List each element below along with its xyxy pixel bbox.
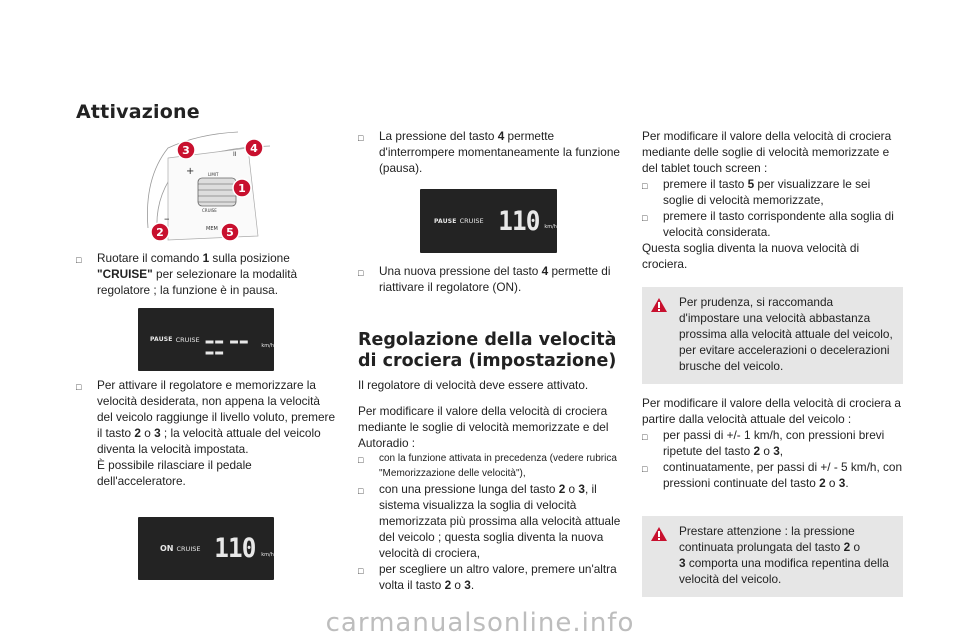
minus-mark: – [164, 212, 170, 225]
stalk-drawing [138, 128, 270, 246]
col2-body: Il regolatore di velocità deve essere attivato. Per modificare il valore della velocità di crociera mediante le soglie di velocità memorizzate e del Autoradio : □ con la funzione attivata in precedenza (vedere rubrica "Memorizzazione delle velocità"), □ con una pressione lunga del tasto 2 o 3, il sistema visualizza la soglia di velocità memorizzata più prossima alla velocità attuale del veicolo ; questa soglia diventa la nuova velocità di crociera, □ per scegliere un altro valore, premere un'altra volta il tasto 2 o 3. [358, 377, 626, 593]
badge-5 [221, 223, 239, 241]
svg-text:3: 3 [182, 144, 190, 157]
svg-text:4: 4 [250, 142, 258, 155]
bullet-mark: □ [76, 255, 82, 265]
svg-text:1: 1 [238, 182, 246, 195]
cruise-stalk-illustration [138, 128, 270, 246]
badge-1 [233, 179, 251, 197]
autoradio-paragraph: Per modificare il valore della velocità di crociera mediante le soglie di velocità memorizzate e del Autoradio : [358, 404, 609, 450]
display-pause-dashes: PAUSE CRUISE ▂▂ ▂▂ ▂▂ km/h [138, 308, 274, 371]
col1-bullet-1: □ Ruotare il comando 1 sulla posizione "CRUISE" per selezionare la modalità regolatore ; la funzione è in pausa. [76, 251, 298, 297]
cruise-mark: CRUISE [202, 208, 217, 213]
warning-icon [650, 526, 668, 542]
col2-bullet-1: □ La pressione del tasto 4 permette d'interrompere momentaneamente la funzione (pausa). [358, 129, 620, 175]
limit-mark: LIMIT [208, 172, 219, 177]
watermark: carmanualsonline.info [325, 608, 635, 638]
badge-4 [245, 139, 263, 157]
display-on-110: ON CRUISE 110 km/h [138, 517, 274, 580]
col3-top: Per modificare il valore della velocità di crociera mediante delle soglie di velocità memorizzate e del tablet touch screen : □ premere il tasto 5 per visualizzare le sei soglie di velocità memorizzate, □ premere il tasto corrispondente alla soglia di velocità considerata. Questa soglia diventa la nuova velocità di crociera. [642, 129, 894, 271]
plus-mark: + [186, 166, 195, 177]
badge-2 [151, 223, 169, 241]
col2-bullet-2: □ Una nuova pressione del tasto 4 permette di riattivare il regolatore (ON). [358, 264, 611, 294]
section-title: Attivazione [76, 101, 200, 123]
warning-icon [650, 297, 668, 313]
caution-note-1: Per prudenza, si raccomanda d'impostare una velocità abbastanza prossima alla velocità attuale del veicolo, per evitare accelerazioni o decelerazioni brusche del veicolo. [642, 287, 903, 384]
badge-3 [177, 141, 195, 159]
svg-text:2: 2 [156, 226, 164, 239]
col3-middle: Per modificare il valore della velocità di crociera a partire dalla velocità attuale del veicolo : □ per passi di +/- 1 km/h, con pressioni brevi ripetute del tasto 2 o 3, □ continuatamente, per passi di +/ - 5 km/h, con pressioni continuate del tasto 2 o 3. [642, 396, 903, 490]
subsection-title: Regolazione della velocità di crociera (impostazione) [358, 330, 617, 371]
display-pause-110: PAUSE CRUISE 110 km/h [420, 189, 557, 253]
pause-mark: II [233, 151, 237, 158]
caution-note-2: Prestare attenzione : la pressione continuata prolungata del tasto 2 o 3 comporta una modifica repentina della velocità del veicolo. [642, 516, 903, 597]
mem-mark: MEM [206, 226, 218, 232]
intro-text: Il regolatore di velocità deve essere attivato. [358, 378, 589, 392]
col1-bullet-2: □ Per attivare il regolatore e memorizzare la velocità desiderata, non appena la velocità del veicolo raggiunge il livello voluto, premere il tasto 2 o 3 ; la velocità attuale del veicolo diventa la velocità impostata. È possibile rilasciare il pedale dell'acceleratore. [76, 378, 336, 488]
svg-text:5: 5 [226, 226, 234, 239]
